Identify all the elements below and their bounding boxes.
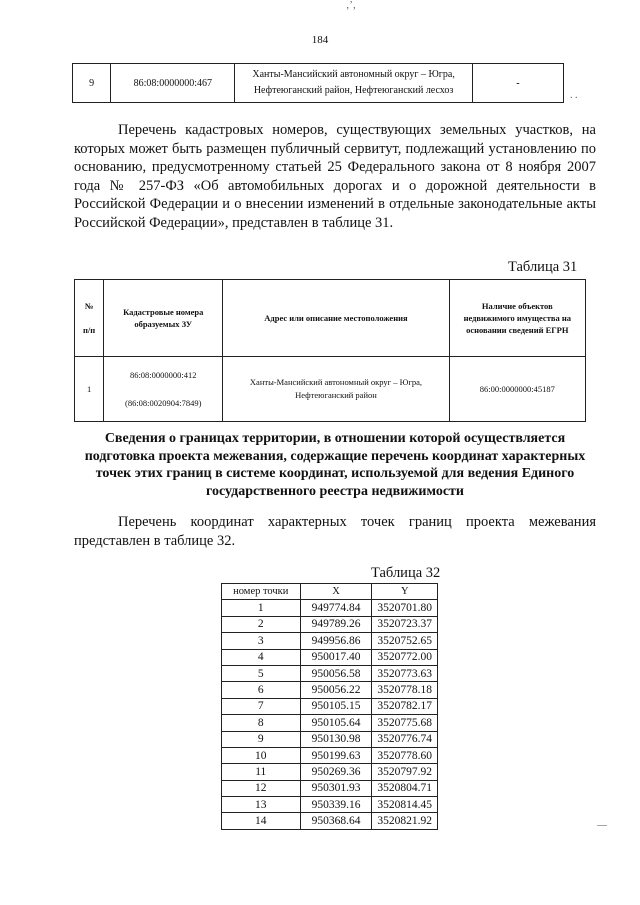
table-row	[222, 616, 438, 632]
cadastral-number: 86:08:0000000:467	[111, 64, 235, 103]
point-number: 6	[222, 682, 301, 698]
coord-y: 3520814.45	[372, 797, 438, 813]
point-number: 5	[222, 665, 301, 681]
coord-x: 950339.16	[300, 797, 372, 813]
col-header-objects: Наличие объектов недвижимого имущества на основании сведений ЕГРН	[449, 280, 585, 357]
coord-y: 3520775.68	[372, 715, 438, 731]
table-row	[73, 64, 564, 103]
coord-y: 3520701.80	[372, 600, 438, 616]
table-row	[222, 797, 438, 813]
table-row	[222, 600, 438, 616]
point-number: 4	[222, 649, 301, 665]
coord-x: 950105.64	[300, 715, 372, 731]
table-row	[75, 357, 586, 422]
point-number: 1	[222, 600, 301, 616]
point-number: 2	[222, 616, 301, 632]
coord-y: 3520821.92	[372, 813, 438, 829]
table-header-row	[75, 280, 586, 357]
objects-cell: 86:00:0000000:45187	[449, 357, 585, 422]
table-row	[222, 698, 438, 714]
scan-artifact: —	[597, 820, 607, 831]
coord-x: 949774.84	[300, 600, 372, 616]
scan-artifact: ‚’‚	[346, 0, 356, 11]
point-number: 13	[222, 797, 301, 813]
col-header-y: Y	[372, 584, 438, 600]
coord-x: 950130.98	[300, 731, 372, 747]
address-cell: Ханты-Мансийский автономный округ – Югра, Нефтеюганский район	[223, 357, 449, 422]
coord-y: 3520804.71	[372, 780, 438, 796]
table-row	[222, 731, 438, 747]
objects-cell: -	[472, 64, 563, 103]
coord-y: 3520778.18	[372, 682, 438, 698]
table-row	[222, 813, 438, 829]
paragraph-table31-intro: Перечень кадастровых номеров, существующих земельных участков, на которых может быть размещен публичный сервитут, подлежащий установлению по основанию, предусмотренному статьей 25 Федерального закона от 8 ноября 2007 года № 257-ФЗ «Об автомобильных дорогах и о дорожной деятельности в Российской Федерации и о внесении изменений в отдельные законодательные акты Российской Федерации», представлен в таблице 31.	[74, 122, 596, 231]
table32-caption: Таблица 32	[371, 565, 441, 581]
col-header-number	[75, 280, 104, 357]
coord-y: 3520797.92	[372, 764, 438, 780]
coord-x: 950056.22	[300, 682, 372, 698]
page-number: 184	[311, 34, 329, 46]
point-number: 11	[222, 764, 301, 780]
point-number: 9	[222, 731, 301, 747]
row-number: 1	[75, 357, 104, 422]
point-number: 10	[222, 747, 301, 763]
coord-x: 950056.58	[300, 665, 372, 681]
coord-x: 950105.15	[300, 698, 372, 714]
table31-caption: Таблица 31	[508, 259, 578, 275]
address-cell: Ханты-Мансийский автономный округ – Югра, Нефтеюганский район, Нефтеюганский лесхоз	[235, 64, 473, 103]
coord-y: 3520782.17	[372, 698, 438, 714]
coord-y: 3520772.00	[372, 649, 438, 665]
scan-artifact: . .	[570, 90, 578, 101]
coord-y: 3520776.74	[372, 731, 438, 747]
col-header-point: номер точки	[222, 584, 301, 600]
cadastral-cell	[104, 357, 223, 422]
coord-y: 3520723.37	[372, 616, 438, 632]
coord-x: 950301.93	[300, 780, 372, 796]
paragraph-table32-intro: Перечень координат характерных точек границ проекта межевания представлен в таблице 32.	[74, 514, 596, 549]
point-number: 8	[222, 715, 301, 731]
col-header-number-line2: п/п	[82, 325, 96, 335]
table-row	[222, 633, 438, 649]
point-number: 7	[222, 698, 301, 714]
coord-x: 950368.64	[300, 813, 372, 829]
table-row	[222, 747, 438, 763]
coord-x: 950199.63	[300, 747, 372, 763]
coord-y: 3520773.63	[372, 665, 438, 681]
coord-y: 3520752.65	[372, 633, 438, 649]
point-number: 3	[222, 633, 301, 649]
table-row	[222, 715, 438, 731]
table-header-row	[222, 584, 438, 600]
coord-x: 949956.86	[300, 633, 372, 649]
previous-table-continuation	[72, 63, 564, 103]
table-row	[222, 665, 438, 681]
col-header-x: X	[300, 584, 372, 600]
table-32	[221, 583, 438, 830]
cadastral-number: 86:08:0000000:412	[129, 370, 197, 380]
col-header-number-line1: №	[84, 301, 94, 311]
col-header-address: Адрес или описание местоположения	[223, 280, 449, 357]
row-number: 9	[73, 64, 111, 103]
table-row	[222, 764, 438, 780]
table-row	[222, 649, 438, 665]
table-31	[74, 279, 586, 422]
coord-y: 3520778.60	[372, 747, 438, 763]
coordinates-body	[222, 600, 438, 829]
cadastral-number-original: (86:08:0020904:7849)	[124, 398, 202, 408]
point-number: 12	[222, 780, 301, 796]
coord-x: 950017.40	[300, 649, 372, 665]
table-row	[222, 682, 438, 698]
point-number: 14	[222, 813, 301, 829]
section-heading: Сведения о границах территории, в отношении которой осуществляется подготовка проекта межевания, содержащие перечень координат характерных точек этих границ в системе координат, используемой для ведения Единого государственного реестра недвижимости	[84, 431, 586, 499]
coord-x: 950269.36	[300, 764, 372, 780]
col-header-cadastral: Кадастровые номера образуемых ЗУ	[104, 280, 223, 357]
table-row	[222, 780, 438, 796]
coord-x: 949789.26	[300, 616, 372, 632]
